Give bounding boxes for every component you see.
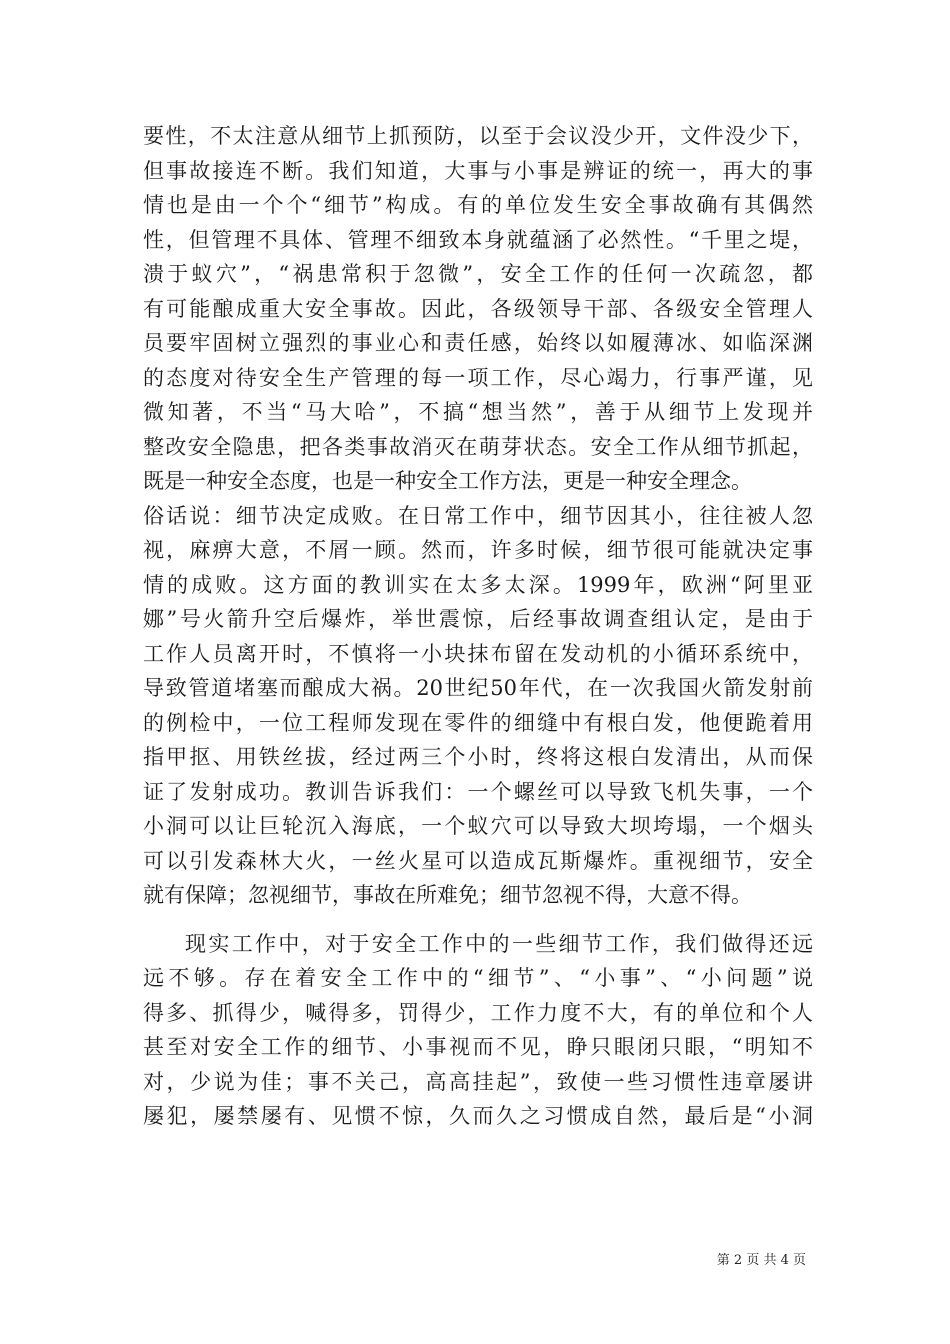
text-line: 微知著，不当“马大哈”，不搞“想当然”，善于从细节上发现并 xyxy=(143,400,813,424)
text-line: 性，但管理不具体、管理不细致本身就蕴涵了必然性。“千里之堤， xyxy=(143,227,813,252)
text-line: 远不够。存在着安全工作中的“细节”、“小事”、“小问题”说 xyxy=(143,966,813,990)
text-line: 指甲抠、用铁丝拔，经过两三个小时，终将这根白发清出，从而保 xyxy=(143,745,813,769)
text-line: 对，少说为佳；事不关己，高高挂起”，致使一些习惯性违章屡讲 xyxy=(143,1069,813,1094)
text-line: 的态度对待安全生产管理的每一项工作，尽心竭力，行事严谨，见 xyxy=(143,365,813,390)
text-line: 就有保障；忽视细节，事故在所难免；细节忽视不得，大意不得。 xyxy=(143,883,752,907)
text-line: 但事故接连不断。我们知道，大事与小事是辨证的统一，再大的事 xyxy=(143,158,813,183)
text-line: 情也是由一个个“细节”构成。有的单位发生安全事故确有其偶然 xyxy=(143,193,813,217)
text-line: 甚至对安全工作的细节、小事视而不见，睁只眼闭只眼，“明知不 xyxy=(143,1035,813,1059)
text-line: 要性，不太注意从细节上抓预防，以至于会议没少开，文件没少下， xyxy=(143,124,813,148)
text-line: 屡犯，屡禁屡有、见惯不惊，久而久之习惯成自然，最后是“小洞 xyxy=(143,1104,813,1128)
text-line: 既是一种安全态度，也是一种安全工作方法，更是一种安全理念。 xyxy=(143,469,752,493)
text-line: 可以引发森林大火，一丝火星可以造成瓦斯爆炸。重视细节，安全 xyxy=(143,848,813,873)
paragraph-gap xyxy=(143,913,813,927)
text-line: 现实工作中，对于安全工作中的一些细节工作，我们做得还远 xyxy=(185,931,813,956)
document-body xyxy=(143,119,813,1134)
text-line: 有可能酿成重大安全事故。因此，各级领导干部、各级安全管理人 xyxy=(143,296,813,321)
text-line: 小洞可以让巨轮沉入海底，一个蚁穴可以导致大坝垮塌，一个烟头 xyxy=(143,814,813,838)
text-line: 的例检中，一位工程师发现在零件的细缝中有根白发，他便跪着用 xyxy=(143,710,813,735)
text-line: 娜”号火箭升空后爆炸，举世震惊，后经事故调查组认定，是由于 xyxy=(143,607,813,631)
text-line: 溃于蚁穴”，“祸患常积于忽微”，安全工作的任何一次疏忽，都 xyxy=(143,262,813,286)
text-line: 员要牢固树立强烈的事业心和责任感，始终以如履薄冰、如临深渊 xyxy=(143,331,813,355)
text-line: 整改安全隐患，把各类事故消灭在萌芽状态。安全工作从细节抓起， xyxy=(143,434,813,459)
page-number: 第 2 页 共 4 页 xyxy=(716,1253,806,1268)
text-line: 情的成败。这方面的教训实在太多太深。1999年，欧洲“阿里亚 xyxy=(143,572,813,597)
paragraph-1 xyxy=(143,119,813,913)
text-line: 导致管道堵塞而酿成大祸。20世纪50年代，在一次我国火箭发射前 xyxy=(143,676,813,700)
paragraph-2 xyxy=(143,927,813,1134)
text-line: 工作人员离开时，不慎将一小块抹布留在发动机的小循环系统中， xyxy=(143,641,813,666)
text-line: 视，麻痹大意，不屑一顾。然而，许多时候，细节很可能就决定事 xyxy=(143,538,813,562)
text-line: 得多、抓得少，喊得多，罚得少，工作力度不大，有的单位和个人 xyxy=(143,1000,813,1025)
text-line: 俗话说：细节决定成败。在日常工作中，细节因其小，往往被人忽 xyxy=(143,503,813,528)
text-line: 证了发射成功。教训告诉我们：一个螺丝可以导致飞机失事，一个 xyxy=(143,779,813,804)
